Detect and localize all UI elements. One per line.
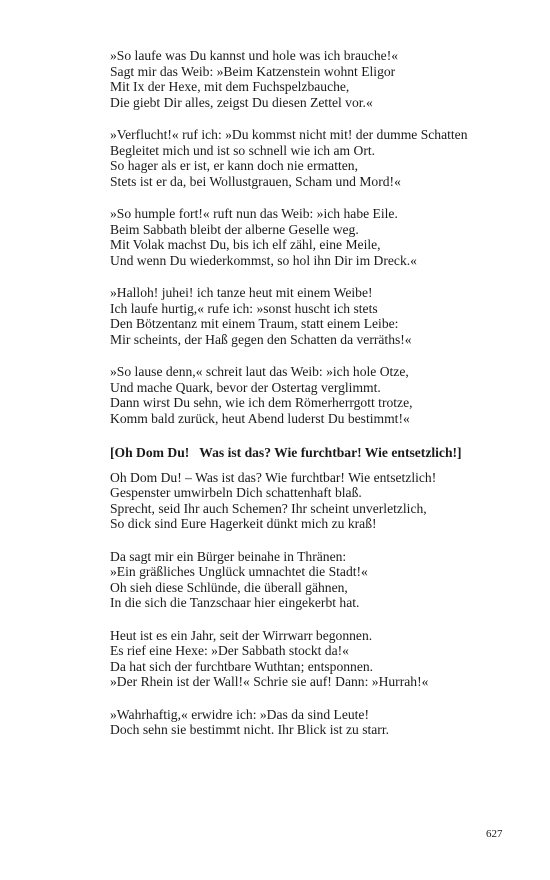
stanza	[110, 48, 520, 110]
verse-line: Komm bald zurück, heut Abend luderst Du bestimmt!«	[110, 410, 410, 426]
verse-line: Gespenster umwirbeln Dich schattenhaft blaß.	[110, 485, 362, 500]
stanza	[110, 285, 520, 347]
verse-line: Mit Volak machst Du, bis ich elf zähl, eine Meile,	[110, 237, 381, 252]
verse-line: Begleitet mich und ist so schnell wie ich am Ort.	[110, 142, 376, 158]
verse-line: Stets ist er da, bei Wollustgrauen, Scham und Mord!«	[110, 173, 401, 189]
verse-line: Beim Sabbath bleibt der alberne Geselle weg.	[110, 221, 359, 237]
verse-line: Es rief eine Hexe: »Der Sabbath stockt da!«	[110, 643, 349, 658]
verse-line: Sagt mir das Weib: »Beim Katzenstein wohnt Eligor	[110, 63, 396, 79]
verse-line: Ich laufe hurtig,« rufe ich: »sonst huscht ich stets	[110, 300, 378, 316]
verse-line: So dick sind Eure Hagerkeit dünkt mich zu kraß!	[110, 516, 377, 531]
verse-line: »Ein gräßliches Unglück umnachtet die Stadt!«	[110, 564, 368, 579]
stanza	[110, 364, 520, 426]
verse-line: Oh sieh diese Schlünde, die überall gähnen,	[110, 579, 348, 595]
stanza	[110, 549, 520, 611]
stanza	[110, 628, 520, 690]
verse-line: Sprecht, seid Ihr auch Schemen? Ihr scheint unverletzlich,	[110, 500, 427, 516]
stanza	[110, 470, 520, 532]
verse-line: »So laufe was Du kannst und hole was ich brauche!«	[110, 48, 399, 63]
verse-line: Oh Dom Du! – Was ist das? Wie furchtbar! Wie entsetzlich!	[110, 469, 437, 485]
stanza	[110, 206, 520, 268]
verse-line: »So humple fort!« ruft nun das Weib: »ich habe Eile.	[110, 206, 398, 221]
verse-line: Den Bötzentanz mit einem Traum, statt einem Leibe:	[110, 316, 399, 331]
verse-line: Mir scheints, der Haß gegen den Schatten da verräths!«	[110, 331, 412, 347]
verse-line: »Halloh! juhei! ich tanze heut mit einem Weibe!	[110, 285, 373, 300]
stanza	[110, 127, 520, 189]
verse-line: Und mache Quark, bevor der Ostertag verglimmt.	[110, 379, 381, 395]
stanza	[110, 707, 520, 738]
verse-line: So hager als er ist, er kann doch nie ermatten,	[110, 158, 358, 173]
verse-line: Da sagt mir ein Bürger beinahe in Thränen:	[110, 548, 347, 564]
poem-heading: [Oh Dom Du! Was ist das? Wie furchtbar! Wie entsetzlich!]	[110, 445, 462, 460]
page-number: 627	[486, 828, 503, 840]
text-block	[110, 48, 520, 755]
verse-line: Da hat sich der furchtbare Wuthtan; entsponnen.	[110, 658, 374, 674]
verse-line: Mit Ix der Hexe, mit dem Fuchspelzbauche,	[110, 79, 350, 94]
verse-line: Doch sehn sie bestimmt nicht. Ihr Blick ist zu starr.	[110, 722, 390, 737]
verse-line: Dann wirst Du sehn, wie ich dem Römerherrgott trotze,	[110, 395, 413, 410]
verse-line: »Verflucht!« ruf ich: »Du kommst nicht mit! der dumme Schatten	[110, 127, 468, 142]
verse-line: In die sich die Tanzschaar hier eingekerbt hat.	[110, 595, 360, 610]
verse-line: Und wenn Du wiederkommst, so hol ihn Dir im Dreck.«	[110, 252, 417, 268]
verse-line: »So lause denn,« schreit laut das Weib: »ich hole Otze,	[110, 364, 409, 379]
verse-line: »Der Rhein ist der Wall!« Schrie sie auf! Dann: »Hurrah!«	[110, 674, 429, 689]
verse-line: »Wahrhaftig,« erwidre ich: »Das da sind Leute!	[110, 706, 369, 722]
verse-line: Die giebt Dir alles, zeigst Du diesen Zettel vor.«	[110, 94, 373, 110]
verse-line: Heut ist es ein Jahr, seit der Wirrwarr begonnen.	[110, 627, 373, 643]
